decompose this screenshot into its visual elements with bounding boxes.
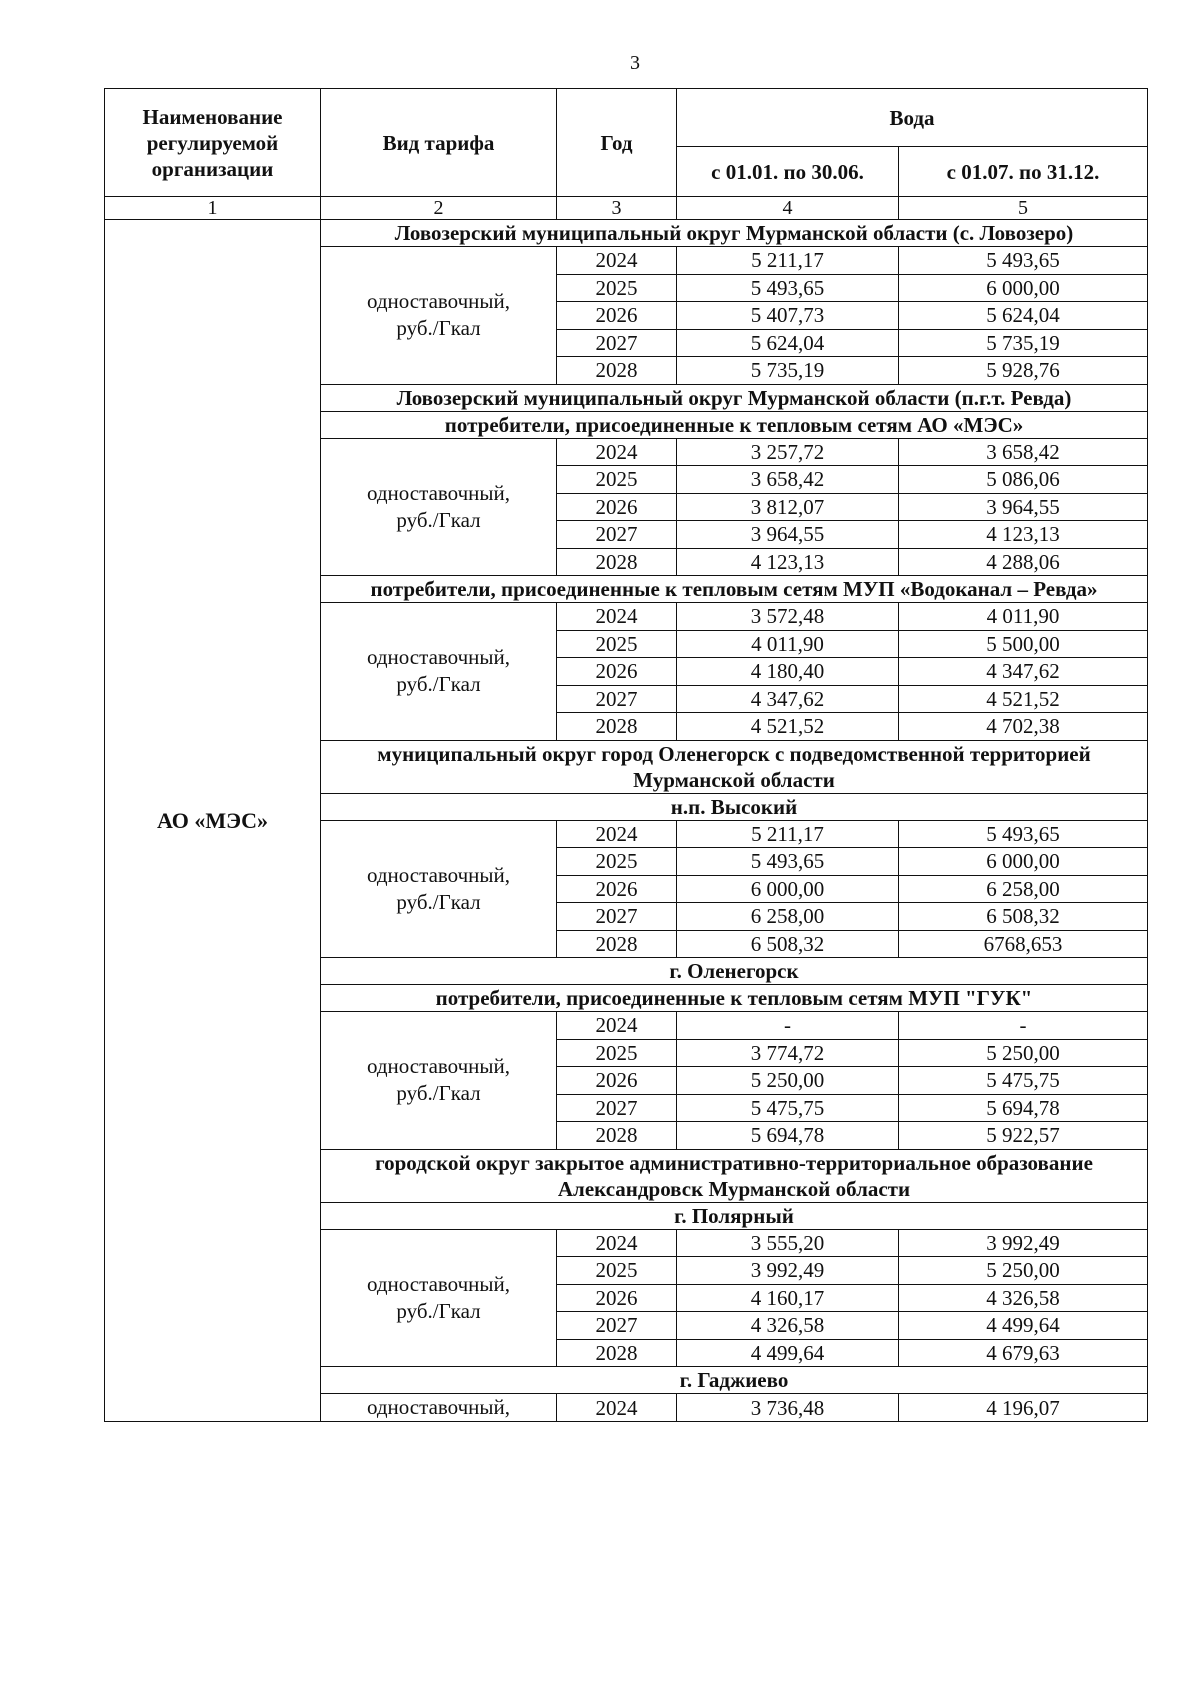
year-cell: 2026 <box>557 658 677 686</box>
tariff-type-cell <box>321 603 557 741</box>
second-half-value: 4 196,07 <box>899 1394 1148 1422</box>
first-half-value: 6 000,00 <box>677 875 899 903</box>
tariff-unit-line: руб./Гкал <box>396 1081 481 1106</box>
tariff-type-line: одноставочный, <box>366 645 511 670</box>
first-half-value: 4 123,13 <box>677 548 899 576</box>
second-half-value: 4 288,06 <box>899 548 1148 576</box>
tariff-type-cell <box>321 1012 557 1150</box>
year-cell: 2025 <box>557 630 677 658</box>
tariff-type-line: одноставочный, <box>366 480 511 505</box>
header-second-half: с 01.07. по 31.12. <box>899 147 1148 197</box>
year-cell: 2025 <box>557 1039 677 1067</box>
year-cell: 2026 <box>557 493 677 521</box>
second-half-value: 4 326,58 <box>899 1284 1148 1312</box>
first-half-value: 6 508,32 <box>677 930 899 958</box>
section-title: муниципальный округ город Оленегорск с подведомственной территорией Мурманской области <box>321 740 1148 793</box>
year-cell: 2028 <box>557 1122 677 1150</box>
first-half-value: 3 964,55 <box>677 521 899 549</box>
section-title: г. Гаджиево <box>321 1367 1148 1394</box>
second-half-value: - <box>899 1012 1148 1040</box>
second-half-value: 3 992,49 <box>899 1229 1148 1257</box>
column-number: 1 <box>105 197 321 220</box>
second-half-value: 5 250,00 <box>899 1257 1148 1285</box>
first-half-value: 5 735,19 <box>677 357 899 385</box>
year-cell: 2024 <box>557 247 677 275</box>
first-half-value: 3 658,42 <box>677 466 899 494</box>
year-cell: 2024 <box>557 603 677 631</box>
first-half-value: 3 555,20 <box>677 1229 899 1257</box>
section-title: Ловозерский муниципальный округ Мурманской области (п.г.т. Ревда) <box>321 384 1148 411</box>
second-half-value: 5 694,78 <box>899 1094 1148 1122</box>
year-cell: 2027 <box>557 685 677 713</box>
section-title: городской округ закрытое административно-территориальное образование Александровск Мурманской области <box>321 1149 1148 1202</box>
year-cell: 2028 <box>557 357 677 385</box>
year-cell: 2027 <box>557 1312 677 1340</box>
second-half-value: 6 000,00 <box>899 274 1148 302</box>
section-title: потребители, присоединенные к тепловым сетям МУП "ГУК" <box>321 985 1148 1012</box>
first-half-value: 3 572,48 <box>677 603 899 631</box>
year-cell: 2024 <box>557 1229 677 1257</box>
tariff-type-cell <box>321 820 557 958</box>
tariff-unit-line: руб./Гкал <box>396 316 481 341</box>
second-half-value: 6 508,32 <box>899 903 1148 931</box>
second-half-value: 4 521,52 <box>899 685 1148 713</box>
second-half-value: 5 624,04 <box>899 302 1148 330</box>
section-title: потребители, присоединенные к тепловым сетям АО «МЭС» <box>321 411 1148 438</box>
year-cell: 2027 <box>557 903 677 931</box>
second-half-value: 5 922,57 <box>899 1122 1148 1150</box>
header-first-half: с 01.01. по 30.06. <box>677 147 899 197</box>
second-half-value: 6 000,00 <box>899 848 1148 876</box>
tariff-type-cell <box>321 1394 557 1422</box>
second-half-value: 5 500,00 <box>899 630 1148 658</box>
first-half-value: 4 347,62 <box>677 685 899 713</box>
tariff-table <box>104 88 1148 1422</box>
year-cell: 2026 <box>557 1067 677 1095</box>
year-cell: 2028 <box>557 713 677 741</box>
column-number: 3 <box>557 197 677 220</box>
year-cell: 2027 <box>557 521 677 549</box>
tariff-type-line: одноставочный, <box>366 289 511 314</box>
second-half-value: 5 928,76 <box>899 357 1148 385</box>
column-number: 2 <box>321 197 557 220</box>
second-half-value: 5 086,06 <box>899 466 1148 494</box>
first-half-value: 4 011,90 <box>677 630 899 658</box>
tariff-type-line: одноставочный, <box>366 1395 511 1419</box>
year-cell: 2024 <box>557 1012 677 1040</box>
second-half-value: 5 250,00 <box>899 1039 1148 1067</box>
tariff-unit-line: руб./Гкал <box>396 889 481 914</box>
column-number: 4 <box>677 197 899 220</box>
first-half-value: 4 499,64 <box>677 1339 899 1367</box>
first-half-value: 3 736,48 <box>677 1394 899 1422</box>
tariff-unit-line: руб./Гкал <box>396 1298 481 1323</box>
year-cell: 2024 <box>557 438 677 466</box>
second-half-value: 4 347,62 <box>899 658 1148 686</box>
first-half-value: - <box>677 1012 899 1040</box>
first-half-value: 5 211,17 <box>677 247 899 275</box>
tariff-type-cell <box>321 247 557 385</box>
header-organization: Наименование регулируемой организации <box>105 89 321 197</box>
first-half-value: 5 211,17 <box>677 820 899 848</box>
first-half-value: 4 180,40 <box>677 658 899 686</box>
second-half-value: 4 679,63 <box>899 1339 1148 1367</box>
section-title: н.п. Высокий <box>321 793 1148 820</box>
tariff-type-line: одноставочный, <box>366 1054 511 1079</box>
year-cell: 2025 <box>557 1257 677 1285</box>
section-title: г. Оленегорск <box>321 958 1148 985</box>
first-half-value: 3 992,49 <box>677 1257 899 1285</box>
header-tariff-type: Вид тарифа <box>321 89 557 197</box>
tariff-type-cell <box>321 438 557 576</box>
year-cell: 2028 <box>557 930 677 958</box>
second-half-value: 4 499,64 <box>899 1312 1148 1340</box>
page-number: 3 <box>630 52 640 74</box>
first-half-value: 5 250,00 <box>677 1067 899 1095</box>
tariff-type-line: одноставочный, <box>366 862 511 887</box>
first-half-value: 5 407,73 <box>677 302 899 330</box>
tariff-table-container <box>104 88 1147 1422</box>
second-half-value: 5 493,65 <box>899 247 1148 275</box>
first-half-value: 4 326,58 <box>677 1312 899 1340</box>
tariff-type-cell <box>321 1229 557 1367</box>
header-water: Вода <box>677 89 1148 147</box>
year-cell: 2027 <box>557 329 677 357</box>
tariff-type-line: одноставочный, <box>366 1271 511 1296</box>
section-title: г. Полярный <box>321 1202 1148 1229</box>
second-half-value: 4 702,38 <box>899 713 1148 741</box>
year-cell: 2028 <box>557 548 677 576</box>
year-cell: 2027 <box>557 1094 677 1122</box>
year-cell: 2024 <box>557 1394 677 1422</box>
second-half-value: 6768,653 <box>899 930 1148 958</box>
column-number: 5 <box>899 197 1148 220</box>
year-cell: 2025 <box>557 466 677 494</box>
first-half-value: 5 475,75 <box>677 1094 899 1122</box>
second-half-value: 4 011,90 <box>899 603 1148 631</box>
year-cell: 2025 <box>557 848 677 876</box>
table-body <box>105 220 1148 1422</box>
header-year: Год <box>557 89 677 197</box>
tariff-unit-line: руб./Гкал <box>396 672 481 697</box>
second-half-value: 4 123,13 <box>899 521 1148 549</box>
year-cell: 2026 <box>557 302 677 330</box>
first-half-value: 6 258,00 <box>677 903 899 931</box>
first-half-value: 4 160,17 <box>677 1284 899 1312</box>
second-half-value: 5 475,75 <box>899 1067 1148 1095</box>
first-half-value: 3 257,72 <box>677 438 899 466</box>
tariff-unit-line: руб./Гкал <box>396 507 481 532</box>
first-half-value: 4 521,52 <box>677 713 899 741</box>
first-half-value: 5 624,04 <box>677 329 899 357</box>
first-half-value: 5 493,65 <box>677 848 899 876</box>
first-half-value: 5 694,78 <box>677 1122 899 1150</box>
second-half-value: 5 735,19 <box>899 329 1148 357</box>
first-half-value: 5 493,65 <box>677 274 899 302</box>
second-half-value: 5 493,65 <box>899 820 1148 848</box>
first-half-value: 3 774,72 <box>677 1039 899 1067</box>
year-cell: 2026 <box>557 875 677 903</box>
section-title: потребители, присоединенные к тепловым сетям МУП «Водоканал – Ревда» <box>321 576 1148 603</box>
second-half-value: 3 658,42 <box>899 438 1148 466</box>
organization-name: АО «МЭС» <box>105 220 321 1422</box>
year-cell: 2026 <box>557 1284 677 1312</box>
year-cell: 2028 <box>557 1339 677 1367</box>
second-half-value: 6 258,00 <box>899 875 1148 903</box>
first-half-value: 3 812,07 <box>677 493 899 521</box>
year-cell: 2025 <box>557 274 677 302</box>
year-cell: 2024 <box>557 820 677 848</box>
second-half-value: 3 964,55 <box>899 493 1148 521</box>
section-title: Ловозерский муниципальный округ Мурманской области (с. Ловозеро) <box>321 220 1148 247</box>
